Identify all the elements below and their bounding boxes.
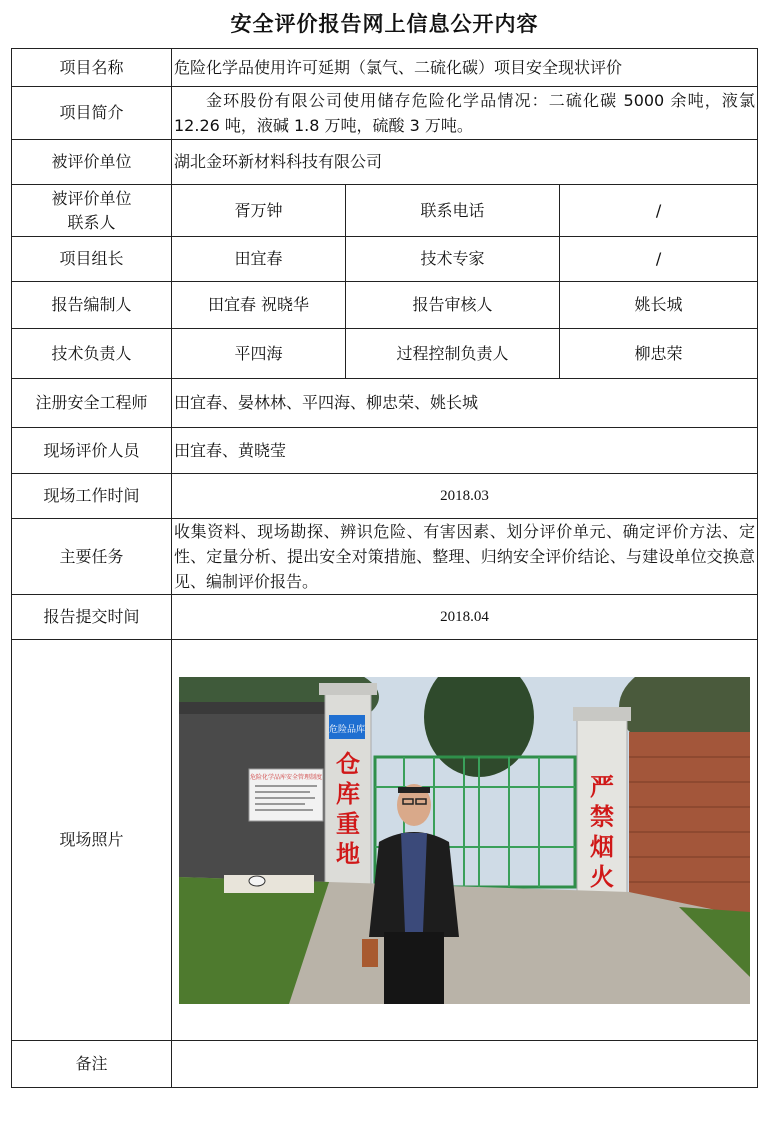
tasks-cell [172, 519, 758, 595]
photo-cell [172, 640, 758, 1041]
process-value: 柳忠荣 [560, 329, 758, 379]
row-site-time [12, 474, 758, 519]
project-name-value: 危险化学品使用许可延期（氯气、二硫化碳）项目安全现状评价 [172, 49, 758, 87]
brick-wall [629, 732, 750, 912]
submit-time-value: 2018.04 [172, 595, 758, 640]
tech-lead-label: 技术负责人 [12, 329, 172, 379]
site-photo [179, 677, 750, 1004]
summary-label: 项目简介 [12, 87, 172, 140]
contact-label-line1: 被评价单位 [51, 188, 132, 208]
reviewer-value: 姚长城 [560, 282, 758, 329]
tasks-value: 收集资料、现场勘探、辨识危险、有害因素、划分评价单元、确定评价方法、定性、定量分析、提出安全对策措施、整理、归纳安全评价结论、与建设单位交换意见、编制评价报告。 [174, 522, 756, 591]
row-project-name [12, 49, 758, 87]
sign-top: 危险品库 [328, 724, 366, 735]
row-submit-time [12, 595, 758, 640]
site-time-label: 现场工作时间 [12, 474, 172, 519]
row-photo [12, 640, 758, 1041]
remarks-label: 备注 [12, 1041, 172, 1088]
info-table [11, 48, 758, 1088]
sign-right: 严禁烟火 [590, 772, 614, 891]
contact-label-line2: 联系人 [67, 212, 116, 232]
summary-value: 金环股份有限公司使用储存危险化学品情况：二硫化碳 5000 余吨，液氯 12.26 吨，液碱 1.8 万吨，硫酸 3 万吨。 [174, 91, 756, 135]
process-label: 过程控制负责人 [346, 329, 560, 379]
site-staff-label: 现场评价人员 [12, 428, 172, 474]
engineers-value: 田宜春、晏林林、平四海、柳忠荣、姚长城 [172, 379, 758, 428]
leader-label: 项目组长 [12, 237, 172, 282]
document-title: 安全评价报告网上信息公开内容 [230, 12, 539, 36]
row-engineers [12, 379, 758, 428]
project-name-label: 项目名称 [12, 49, 172, 87]
site-time-value: 2018.03 [172, 474, 758, 519]
expert-value: / [560, 237, 758, 282]
row-tech-lead [12, 329, 758, 379]
leader-value: 田宜春 [172, 237, 346, 282]
row-remarks [12, 1041, 758, 1088]
site-staff-value: 田宜春、黄晓莹 [172, 428, 758, 474]
compiler-value: 田宜春 祝晓华 [172, 282, 346, 329]
compiler-label: 报告编制人 [12, 282, 172, 329]
site-photo-drawing [179, 677, 750, 1004]
contact-label [12, 185, 172, 237]
dog [249, 876, 265, 886]
row-summary [12, 87, 758, 140]
row-leader [12, 237, 758, 282]
row-compiler [12, 282, 758, 329]
tasks-label: 主要任务 [12, 519, 172, 595]
sign-left: 仓库重地 [336, 749, 360, 868]
reviewer-label: 报告审核人 [346, 282, 560, 329]
notice-title: 危险化学品库安全管理制度 [249, 773, 323, 781]
phone-value: / [560, 185, 758, 237]
evaluated-unit-value: 湖北金环新材料科技有限公司 [172, 140, 758, 185]
row-site-staff [12, 428, 758, 474]
mat [224, 875, 314, 893]
contact-value: 胥万钟 [172, 185, 346, 237]
summary-cell [172, 87, 758, 140]
evaluated-unit-label: 被评价单位 [12, 140, 172, 185]
phone-label: 联系电话 [346, 185, 560, 237]
engineers-label: 注册安全工程师 [12, 379, 172, 428]
row-evaluated-unit [12, 140, 758, 185]
row-tasks [12, 519, 758, 595]
submit-time-label: 报告提交时间 [12, 595, 172, 640]
photo-label: 现场照片 [12, 640, 172, 1041]
tech-lead-value: 平四海 [172, 329, 346, 379]
row-contact [12, 185, 758, 237]
expert-label: 技术专家 [346, 237, 560, 282]
remarks-value [172, 1041, 758, 1088]
